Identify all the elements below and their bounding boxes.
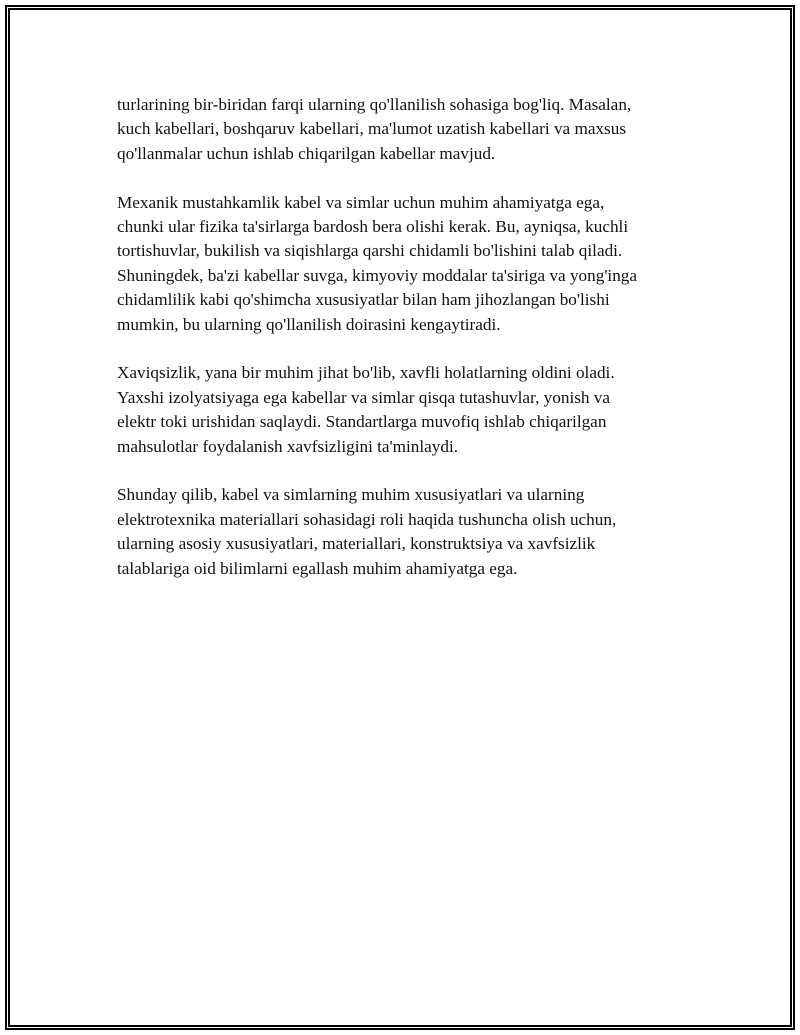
text-line: talablariga oid bilimlarni egallash muhim ahamiyatga ega. <box>117 558 518 578</box>
text-line: turlarining bir-biridan farqi ularning qo'llanilish sohasiga bog'liq. Masalan, <box>117 95 632 114</box>
text-line: tortishuvlar, bukilish va siqishlarga qarshi chidamli bo'lishini talab qiladi. <box>117 241 623 261</box>
paragraph-mechanical-strength <box>117 191 697 337</box>
text-line: chidamlilik kabi qo'shimcha xususiyatlar bilan ham jihozlangan bo'lishi <box>117 290 610 310</box>
text-line: mumkin, bu ularning qo'llanilish doirasini kengaytiradi. <box>117 314 501 334</box>
paragraph-cable-types <box>117 93 697 166</box>
paragraph-safety <box>117 361 697 459</box>
text-line: ularning asosiy xususiyatlari, materiallari, konstruktsiya va xavfsizlik <box>117 534 596 554</box>
document-body <box>117 93 697 605</box>
text-line: Yaxshi izolyatsiyaga ega kabellar va simlar qisqa tutashuvlar, yonish va <box>117 387 611 407</box>
text-line: Shuningdek, ba'zi kabellar suvga, kimyoviy moddalar ta'siriga va yong'inga <box>117 265 638 285</box>
text-line: mahsulotlar foydalanish xavfsizligini ta'minlaydi. <box>117 436 459 456</box>
text-line: elektrotexnika materiallari sohasidagi roli haqida tushuncha olish uchun, <box>117 509 617 529</box>
text-line: elektr toki urishidan saqlaydi. Standartlarga muvofiq ishlab chiqarilgan <box>117 412 607 432</box>
text-line: Xaviqsizlik, yana bir muhim jihat bo'lib, xavfli holatlarning oldini oladi. <box>117 363 615 383</box>
text-line: kuch kabellari, boshqaruv kabellari, ma'lumot uzatish kabellari va maxsus <box>117 119 627 139</box>
text-line: Mexanik mustahkamlik kabel va simlar uchun muhim ahamiyatga ega, <box>117 192 605 212</box>
paragraph-conclusion <box>117 483 697 581</box>
text-line: Shunday qilib, kabel va simlarning muhim xususiyatlari va ularning <box>117 485 585 505</box>
text-line: chunki ular fizika ta'sirlarga bardosh bera olishi kerak. Bu, ayniqsa, kuchli <box>117 217 629 237</box>
text-line: qo'llanmalar uchun ishlab chiqarilgan kabellar mavjud. <box>117 143 496 163</box>
